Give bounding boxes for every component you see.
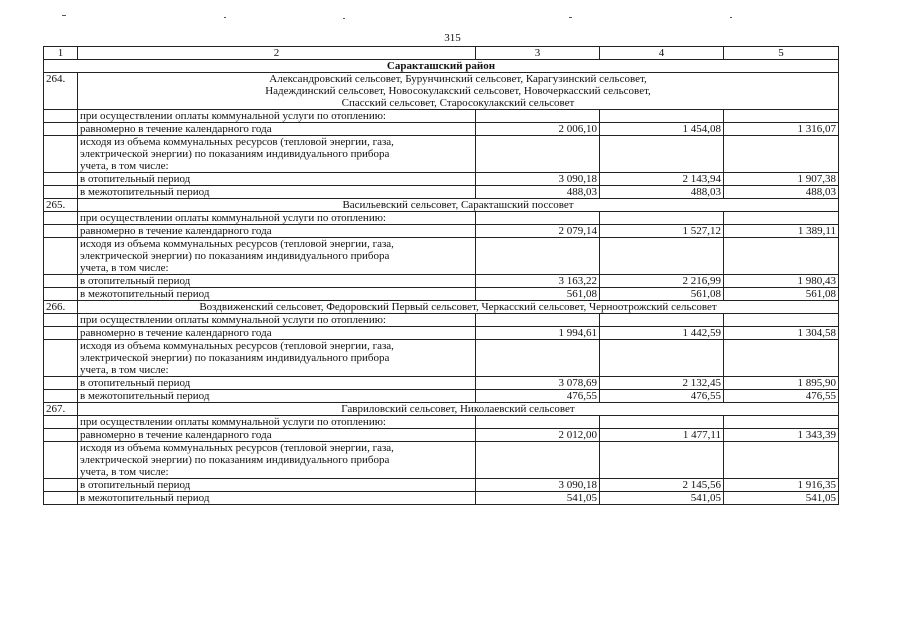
entry-title-line: Александровский сельсовет, Бурунчинский сельсовет, Карагузинский сельсовет,	[269, 73, 647, 85]
empty-cell	[44, 110, 78, 123]
heating-label: при осуществлении оплаты коммунальной услуги по отоплению:	[78, 110, 476, 123]
empty-cell	[44, 442, 78, 479]
empty-cell	[724, 416, 839, 429]
empty-cell	[724, 136, 839, 173]
entry-title-row	[44, 403, 839, 416]
meter-description	[78, 442, 476, 479]
empty-cell	[44, 314, 78, 327]
heating-period-label: в отопительный период	[78, 479, 476, 492]
meter-description-line: исходя из объема коммунальных ресурсов (тепловой энергии, газа,	[80, 442, 394, 454]
entry-number: 264.	[44, 73, 78, 110]
interheating-period-label: в межотопительный период	[78, 390, 476, 403]
meter-description	[78, 136, 476, 173]
value-cell: 1 994,61	[476, 327, 600, 340]
interheating-period-row	[44, 288, 839, 301]
meter-description-line: исходя из объема коммунальных ресурсов (тепловой энергии, газа,	[80, 340, 394, 352]
empty-cell	[724, 340, 839, 377]
tariff-table	[43, 46, 839, 505]
value-cell: 1 454,08	[600, 123, 724, 136]
meter-description-line: исходя из объема коммунальных ресурсов (тепловой энергии, газа,	[80, 238, 394, 250]
column-header-1: 1	[44, 47, 78, 60]
empty-cell	[600, 238, 724, 275]
value-cell: 488,03	[476, 186, 600, 199]
meter-description-line: учета, в том числе:	[80, 466, 169, 478]
entry-title-row	[44, 199, 839, 212]
heating-label: при осуществлении оплаты коммунальной услуги по отоплению:	[78, 314, 476, 327]
heating-label-row	[44, 212, 839, 225]
uniform-row	[44, 429, 839, 442]
page-number: 315	[444, 32, 461, 44]
empty-cell	[44, 238, 78, 275]
entry-title-line: Гавриловский сельсовет, Николаевский сельсовет	[341, 403, 575, 415]
empty-cell	[724, 212, 839, 225]
value-cell: 488,03	[724, 186, 839, 199]
entry-title	[78, 73, 839, 110]
uniform-label: равномерно в течение календарного года	[78, 225, 476, 238]
value-cell: 488,03	[600, 186, 724, 199]
column-header-2: 2	[78, 47, 476, 60]
entry-title-line: Надеждинский сельсовет, Новосокулакский сельсовет, Новочеркасский сельсовет,	[265, 85, 651, 97]
value-cell: 3 090,18	[476, 479, 600, 492]
empty-cell	[476, 212, 600, 225]
meter-description-line: исходя из объема коммунальных ресурсов (тепловой энергии, газа,	[80, 136, 394, 148]
meter-row	[44, 238, 839, 275]
value-cell: 2 006,10	[476, 123, 600, 136]
interheating-period-label: в межотопительный период	[78, 288, 476, 301]
column-header-3: 3	[476, 47, 600, 60]
empty-cell	[44, 186, 78, 199]
uniform-label: равномерно в течение календарного года	[78, 327, 476, 340]
uniform-label: равномерно в течение календарного года	[78, 429, 476, 442]
empty-cell	[44, 429, 78, 442]
column-header-5: 5	[724, 47, 839, 60]
interheating-period-row	[44, 492, 839, 505]
empty-cell	[476, 416, 600, 429]
empty-cell	[724, 238, 839, 275]
entry-title-line: Воздвиженский сельсовет, Федоровский Первый сельсовет, Черкасский сельсовет, Черноотрожский сельсовет	[199, 301, 717, 313]
empty-cell	[476, 136, 600, 173]
value-cell: 561,08	[724, 288, 839, 301]
value-cell: 1 316,07	[724, 123, 839, 136]
meter-description-line: электрической энергии) по показаниям индивидуального прибора	[80, 454, 390, 466]
value-cell: 541,05	[724, 492, 839, 505]
meter-row	[44, 136, 839, 173]
entry-number: 265.	[44, 199, 78, 212]
entry-title	[78, 199, 839, 212]
interheating-period-row	[44, 390, 839, 403]
value-cell: 476,55	[600, 390, 724, 403]
empty-cell	[600, 136, 724, 173]
empty-cell	[600, 442, 724, 479]
value-cell: 1 389,11	[724, 225, 839, 238]
meter-description	[78, 340, 476, 377]
empty-cell	[476, 314, 600, 327]
empty-cell	[600, 314, 724, 327]
entry-title-row	[44, 301, 839, 314]
column-header-row	[44, 47, 839, 60]
meter-description-line: электрической энергии) по показаниям индивидуального прибора	[80, 352, 390, 364]
value-cell: 2 132,45	[600, 377, 724, 390]
value-cell: 1 527,12	[600, 225, 724, 238]
empty-cell	[44, 173, 78, 186]
empty-cell	[44, 212, 78, 225]
empty-cell	[44, 327, 78, 340]
meter-row	[44, 340, 839, 377]
meter-description	[78, 238, 476, 275]
empty-cell	[44, 225, 78, 238]
value-cell: 3 163,22	[476, 275, 600, 288]
empty-cell	[44, 390, 78, 403]
meter-description-line: учета, в том числе:	[80, 262, 169, 274]
empty-cell	[44, 416, 78, 429]
heating-label: при осуществлении оплаты коммунальной услуги по отоплению:	[78, 416, 476, 429]
value-cell: 1 916,35	[724, 479, 839, 492]
empty-cell	[44, 340, 78, 377]
value-cell: 561,08	[600, 288, 724, 301]
empty-cell	[724, 442, 839, 479]
value-cell: 1 980,43	[724, 275, 839, 288]
entry-title-row	[44, 73, 839, 110]
uniform-label: равномерно в течение календарного года	[78, 123, 476, 136]
uniform-row	[44, 225, 839, 238]
entry-title	[78, 301, 839, 314]
empty-cell	[44, 479, 78, 492]
meter-description-line: учета, в том числе:	[80, 364, 169, 376]
entry-title-line: Васильевский сельсовет, Саракташский поссовет	[342, 199, 574, 211]
value-cell: 1 895,90	[724, 377, 839, 390]
empty-cell	[44, 288, 78, 301]
value-cell: 1 343,39	[724, 429, 839, 442]
empty-cell	[44, 275, 78, 288]
value-cell: 2 012,00	[476, 429, 600, 442]
value-cell: 561,08	[476, 288, 600, 301]
uniform-row	[44, 327, 839, 340]
empty-cell	[44, 377, 78, 390]
interheating-period-label: в межотопительный период	[78, 492, 476, 505]
value-cell: 2 079,14	[476, 225, 600, 238]
empty-cell	[724, 110, 839, 123]
entry-number: 266.	[44, 301, 78, 314]
district-title: Саракташский район	[44, 60, 839, 73]
empty-cell	[600, 340, 724, 377]
heating-label-row	[44, 314, 839, 327]
empty-cell	[44, 123, 78, 136]
heating-period-row	[44, 377, 839, 390]
heating-period-label: в отопительный период	[78, 173, 476, 186]
value-cell: 3 078,69	[476, 377, 600, 390]
value-cell: 541,05	[600, 492, 724, 505]
value-cell: 476,55	[724, 390, 839, 403]
empty-cell	[44, 492, 78, 505]
empty-cell	[476, 442, 600, 479]
meter-description-line: электрической энергии) по показаниям индивидуального прибора	[80, 250, 390, 262]
empty-cell	[600, 416, 724, 429]
value-cell: 541,05	[476, 492, 600, 505]
heating-period-label: в отопительный период	[78, 275, 476, 288]
meter-description-line: электрической энергии) по показаниям индивидуального прибора	[80, 148, 390, 160]
value-cell: 2 143,94	[600, 173, 724, 186]
value-cell: 2 216,99	[600, 275, 724, 288]
meter-row	[44, 442, 839, 479]
district-row	[44, 60, 839, 73]
heating-period-label: в отопительный период	[78, 377, 476, 390]
uniform-row	[44, 123, 839, 136]
empty-cell	[476, 110, 600, 123]
value-cell: 1 304,58	[724, 327, 839, 340]
heating-period-row	[44, 275, 839, 288]
value-cell: 2 145,56	[600, 479, 724, 492]
empty-cell	[476, 238, 600, 275]
heating-label-row	[44, 416, 839, 429]
value-cell: 476,55	[476, 390, 600, 403]
interheating-period-label: в межотопительный период	[78, 186, 476, 199]
value-cell: 1 907,38	[724, 173, 839, 186]
entry-number: 267.	[44, 403, 78, 416]
heating-period-row	[44, 173, 839, 186]
value-cell: 1 477,11	[600, 429, 724, 442]
column-header-4: 4	[600, 47, 724, 60]
value-cell: 1 442,59	[600, 327, 724, 340]
empty-cell	[44, 136, 78, 173]
entry-title	[78, 403, 839, 416]
heating-label-row	[44, 110, 839, 123]
entry-title-line: Спасский сельсовет, Старосокулакский сельсовет	[341, 97, 575, 109]
empty-cell	[724, 314, 839, 327]
heating-period-row	[44, 479, 839, 492]
meter-description-line: учета, в том числе:	[80, 160, 169, 172]
interheating-period-row	[44, 186, 839, 199]
empty-cell	[600, 110, 724, 123]
heating-label: при осуществлении оплаты коммунальной услуги по отоплению:	[78, 212, 476, 225]
empty-cell	[476, 340, 600, 377]
empty-cell	[600, 212, 724, 225]
value-cell: 3 090,18	[476, 173, 600, 186]
